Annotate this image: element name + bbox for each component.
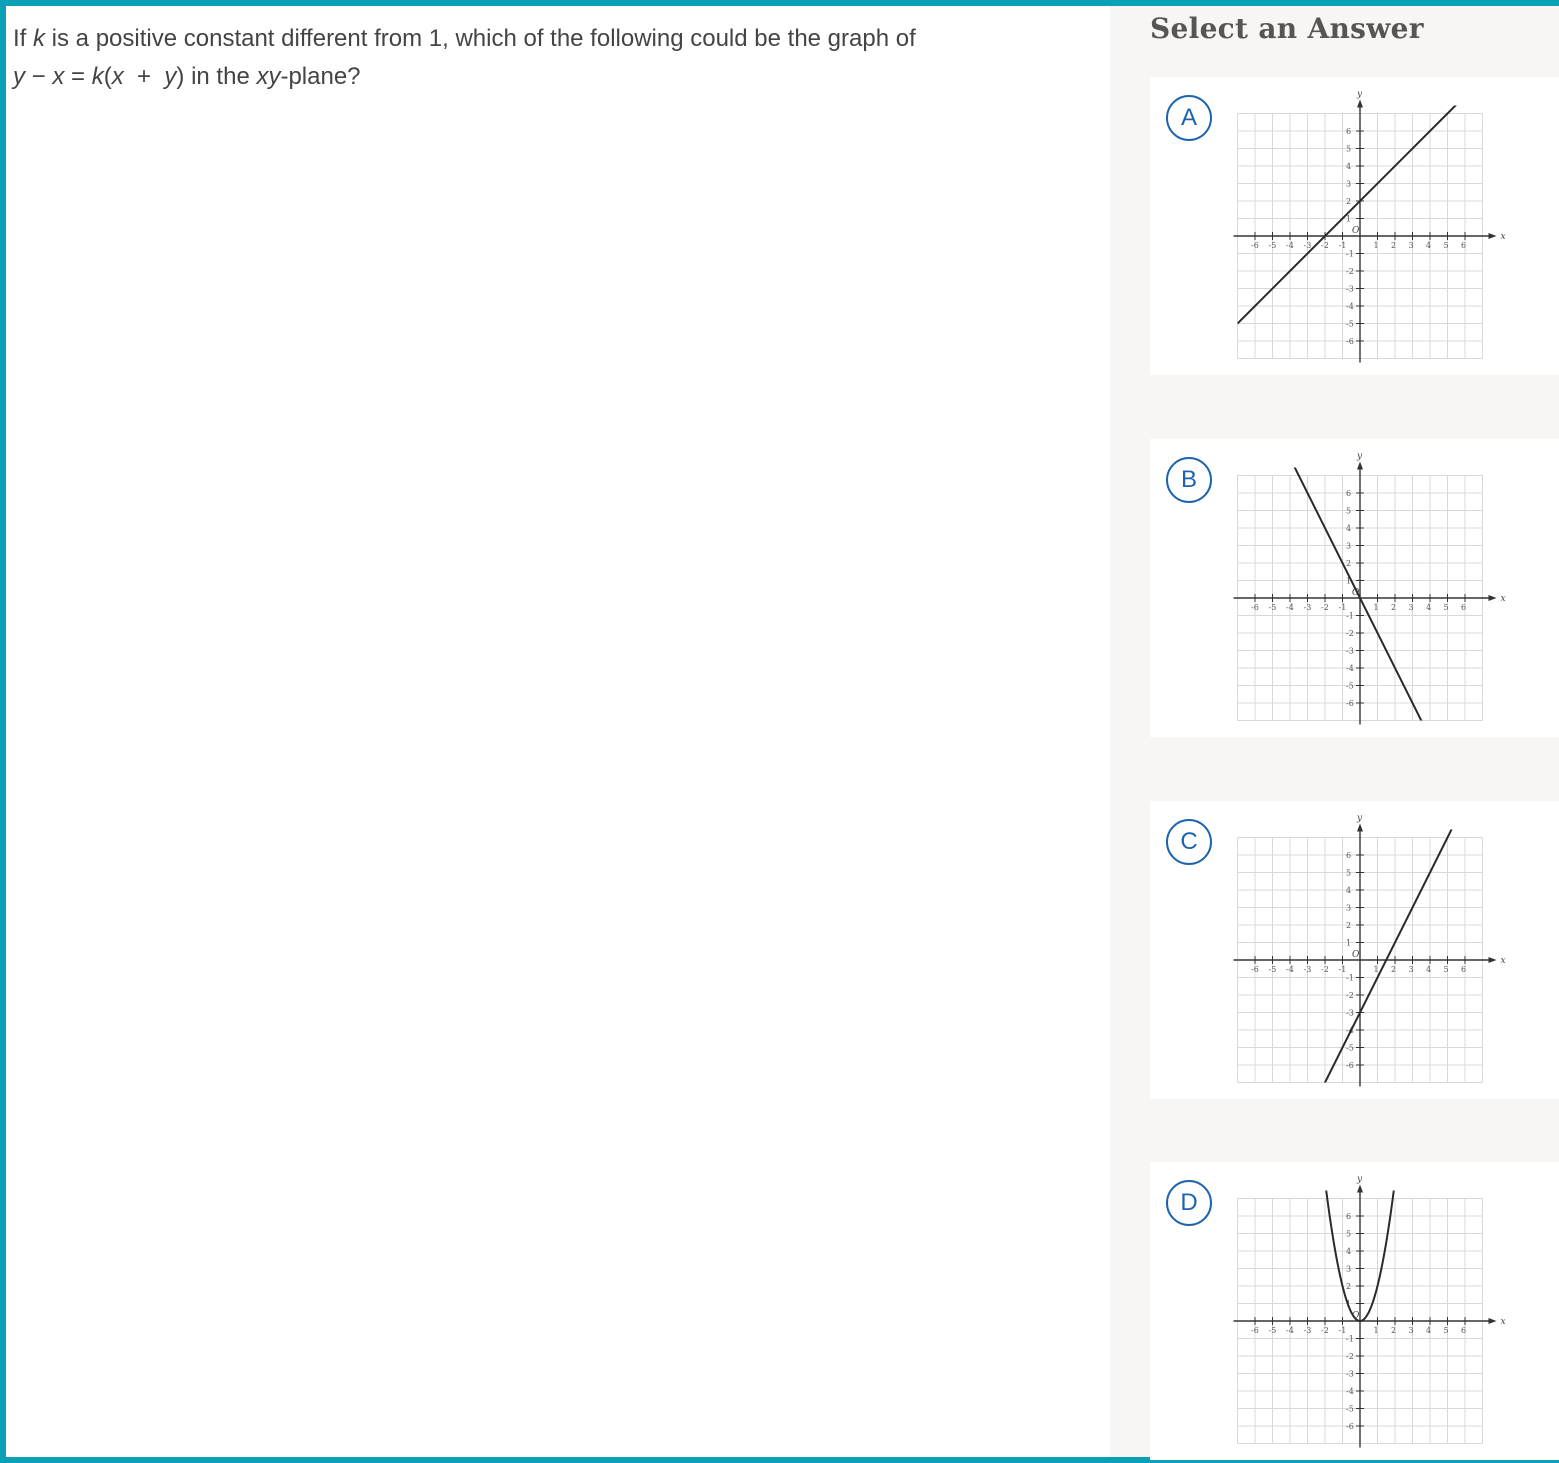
question-text: If k is a positive constant different from 1, which of the following could be the graph of y − x = k(x + y) in the xy-plane? xyxy=(13,25,916,90)
x-tick-label: -3 xyxy=(1303,603,1312,612)
y-tick-label: 2 xyxy=(1346,197,1352,206)
x-tick-label: 5 xyxy=(1443,965,1449,974)
x-tick-label: 1 xyxy=(1373,1326,1379,1335)
x-axis-label: x xyxy=(1500,1317,1506,1327)
choice-letter-b[interactable]: B xyxy=(1166,457,1212,503)
y-tick-label: 1 xyxy=(1346,214,1352,224)
y-tick-label: -6 xyxy=(1346,1061,1354,1070)
choice-letter-a[interactable]: A xyxy=(1166,95,1212,141)
x-axis-label: x xyxy=(1500,232,1506,242)
y-tick-label: 3 xyxy=(1346,179,1352,189)
x-tick-label: -6 xyxy=(1251,1326,1259,1335)
y-axis-label: y xyxy=(1357,89,1363,100)
y-tick-label: -5 xyxy=(1346,319,1354,329)
x-axis-arrow xyxy=(1489,1318,1497,1324)
y-tick-label: 6 xyxy=(1346,489,1352,498)
x-tick-label: -2 xyxy=(1321,965,1329,974)
y-tick-label: 5 xyxy=(1346,144,1352,154)
x-tick-label: 3 xyxy=(1408,241,1414,250)
x-tick-label: 2 xyxy=(1391,241,1397,250)
y-tick-label: 1 xyxy=(1346,576,1352,586)
y-tick-label: -4 xyxy=(1346,302,1354,311)
x-tick-label: -1 xyxy=(1338,603,1347,612)
y-axis-label: y xyxy=(1357,451,1363,462)
y-tick-label: -4 xyxy=(1346,664,1354,673)
x-tick-label: 6 xyxy=(1461,603,1467,612)
x-tick-label: -1 xyxy=(1338,1326,1347,1335)
x-tick-label: 1 xyxy=(1373,965,1379,974)
y-tick-label: 3 xyxy=(1346,541,1352,551)
choice-a[interactable] xyxy=(1150,77,1559,375)
choice-letter-d[interactable]: D xyxy=(1166,1180,1212,1226)
y-tick-label: 1 xyxy=(1346,1299,1352,1309)
x-tick-label: 6 xyxy=(1461,965,1467,974)
x-tick-label: -4 xyxy=(1286,1326,1294,1335)
y-tick-label: 2 xyxy=(1346,1282,1352,1291)
x-tick-label: 5 xyxy=(1443,241,1449,250)
x-tick-label: -2 xyxy=(1321,1326,1329,1335)
y-tick-label: -3 xyxy=(1346,646,1354,656)
y-tick-label: 4 xyxy=(1346,524,1352,533)
x-tick-label: -2 xyxy=(1321,241,1329,250)
y-tick-label: -2 xyxy=(1346,629,1354,638)
x-tick-label: -6 xyxy=(1251,965,1259,974)
y-tick-label: -2 xyxy=(1346,1352,1354,1361)
y-tick-label: 2 xyxy=(1346,559,1352,568)
x-tick-label: 1 xyxy=(1373,603,1379,612)
choice-b[interactable] xyxy=(1150,439,1559,737)
x-tick-label: 3 xyxy=(1408,1326,1414,1335)
y-tick-label: -6 xyxy=(1346,699,1354,708)
y-tick-label: -6 xyxy=(1346,337,1354,346)
y-tick-label: -6 xyxy=(1346,1422,1354,1431)
graph-d xyxy=(1220,1174,1506,1446)
y-tick-label: 4 xyxy=(1346,162,1352,171)
x-tick-label: 2 xyxy=(1391,1326,1397,1335)
x-tick-label: -6 xyxy=(1251,241,1259,250)
x-tick-label: -6 xyxy=(1251,603,1259,612)
y-tick-label: 3 xyxy=(1346,1264,1352,1274)
x-tick-label: 5 xyxy=(1443,603,1449,612)
y-tick-label: 5 xyxy=(1346,1229,1352,1239)
x-tick-label: -3 xyxy=(1303,1326,1312,1335)
y-axis-label: y xyxy=(1357,1174,1363,1185)
x-axis-arrow xyxy=(1489,957,1497,963)
x-tick-label: -3 xyxy=(1303,965,1312,974)
y-tick-label: -2 xyxy=(1346,267,1354,276)
graph-a xyxy=(1220,89,1506,361)
x-tick-label: 3 xyxy=(1408,603,1414,612)
x-tick-label: -1 xyxy=(1338,965,1347,974)
graph-b xyxy=(1220,451,1506,723)
x-tick-label: -4 xyxy=(1286,241,1294,250)
y-tick-label: -3 xyxy=(1346,1008,1354,1018)
y-tick-label: 5 xyxy=(1346,506,1352,516)
x-tick-label: 5 xyxy=(1443,1326,1449,1335)
x-tick-label: 4 xyxy=(1426,603,1432,612)
y-axis-arrow xyxy=(1357,1185,1363,1193)
choice-letter-c[interactable]: C xyxy=(1166,819,1212,865)
x-axis-label: x xyxy=(1500,594,1506,604)
y-tick-label: -3 xyxy=(1346,1369,1354,1379)
x-axis-arrow xyxy=(1489,595,1497,601)
origin-label: O xyxy=(1352,226,1360,236)
choice-d[interactable] xyxy=(1150,1162,1559,1460)
x-tick-label: -5 xyxy=(1268,241,1277,250)
y-tick-label: -3 xyxy=(1346,284,1354,294)
choice-c[interactable] xyxy=(1150,801,1559,1099)
y-tick-label: 6 xyxy=(1346,127,1352,136)
origin-label: O xyxy=(1352,1311,1360,1321)
x-axis-label: x xyxy=(1500,956,1506,966)
x-axis-arrow xyxy=(1489,233,1497,239)
y-tick-label: -1 xyxy=(1346,1334,1354,1344)
y-axis-arrow xyxy=(1357,100,1363,108)
y-tick-label: 6 xyxy=(1346,851,1352,860)
x-tick-label: -3 xyxy=(1303,241,1312,250)
y-tick-label: -4 xyxy=(1346,1026,1354,1035)
graph-c xyxy=(1220,813,1506,1085)
y-axis-arrow xyxy=(1357,824,1363,832)
y-tick-label: 4 xyxy=(1346,886,1352,895)
x-tick-label: 6 xyxy=(1461,241,1467,250)
x-tick-label: -1 xyxy=(1338,241,1347,250)
y-tick-label: -1 xyxy=(1346,249,1354,259)
y-axis-label: y xyxy=(1357,813,1363,824)
y-tick-label: 6 xyxy=(1346,1212,1352,1221)
x-tick-label: 2 xyxy=(1391,965,1397,974)
x-tick-label: -5 xyxy=(1268,965,1277,974)
y-tick-label: -2 xyxy=(1346,991,1354,1000)
x-tick-label: 6 xyxy=(1461,1326,1467,1335)
x-tick-label: -5 xyxy=(1268,1326,1277,1335)
x-tick-label: 3 xyxy=(1408,965,1414,974)
x-tick-label: 1 xyxy=(1373,241,1379,250)
x-tick-label: -4 xyxy=(1286,965,1294,974)
y-tick-label: -5 xyxy=(1346,1043,1354,1053)
origin-label: O xyxy=(1352,950,1360,960)
y-tick-label: 3 xyxy=(1346,903,1352,913)
y-tick-label: 5 xyxy=(1346,868,1352,878)
y-tick-label: -1 xyxy=(1346,973,1354,983)
y-tick-label: 2 xyxy=(1346,921,1352,930)
answer-pane xyxy=(1110,6,1559,1457)
y-tick-label: 4 xyxy=(1346,1247,1352,1256)
y-tick-label: -5 xyxy=(1346,1404,1354,1414)
y-axis-arrow xyxy=(1357,462,1363,470)
y-tick-label: -4 xyxy=(1346,1387,1354,1396)
answer-title: Select an Answer xyxy=(1150,12,1424,45)
x-tick-label: 2 xyxy=(1391,603,1397,612)
x-tick-label: 4 xyxy=(1426,965,1432,974)
origin-label: O xyxy=(1352,588,1360,598)
x-tick-label: -4 xyxy=(1286,603,1294,612)
x-tick-label: -2 xyxy=(1321,603,1329,612)
x-tick-label: 4 xyxy=(1426,1326,1432,1335)
y-tick-label: -5 xyxy=(1346,681,1354,691)
y-tick-label: -1 xyxy=(1346,611,1354,621)
y-tick-label: 1 xyxy=(1346,938,1352,948)
x-tick-label: -5 xyxy=(1268,603,1277,612)
x-tick-label: 4 xyxy=(1426,241,1432,250)
